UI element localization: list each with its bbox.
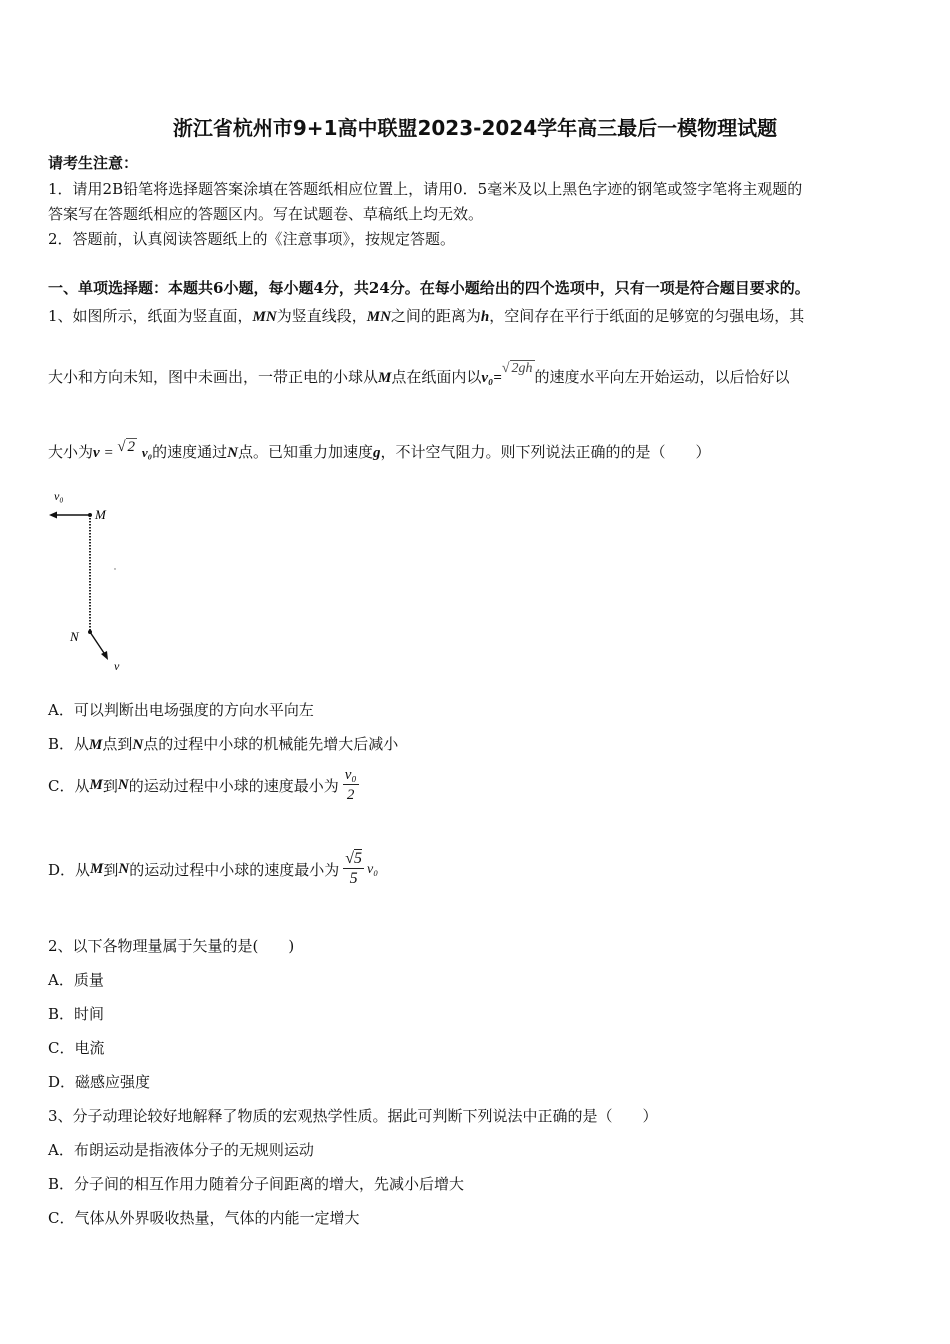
q1-option-b-text: 点到: [102, 735, 133, 753]
q3-option-a: A．布朗运动是指液体分子的无规则运动: [48, 1141, 314, 1159]
v-arrow-head: [101, 651, 108, 660]
page-title: 浙江省杭州市9+1高中联盟2023-2024学年高三最后一模物理试题: [172, 116, 778, 140]
q1-option-d-text: 的运动过程中小球的速度最小为: [129, 861, 340, 879]
q1-option-b-text: 点的过程中小球的机械能先增大后减小: [143, 735, 399, 753]
sqrt-radicand: 5: [354, 850, 363, 867]
q1-figure: [44, 486, 144, 676]
q2-option-c: C．电流: [48, 1039, 105, 1057]
q1-v0-2: v₀: [141, 445, 153, 460]
figure-label-m: M: [95, 507, 106, 522]
q1-sqrt-2gh-radicand: 2gh: [511, 361, 533, 376]
q1-var-m: M: [89, 777, 103, 793]
notice-line-1b: 答案写在答题纸相应的答题区内。写在试题卷、草稿纸上均无效。: [48, 205, 484, 223]
q1-var-m: M: [89, 737, 103, 753]
q1-text: 为竖直线段，: [276, 307, 367, 325]
figure-label-v0: v₀: [54, 489, 64, 503]
q1-text: 之间的距离为: [390, 307, 481, 325]
q1-text: 的速度通过: [152, 443, 228, 461]
q1-sqrt-2: √ 2: [117, 439, 136, 455]
q2-option-d: D．磁感应强度: [48, 1073, 151, 1091]
notice-line-1a: 1．请用2B铅笔将选择题答案涂填在答题纸相应位置上，请用0．5毫米及以上黑色字迹的钢笔或签字笔将主观题的: [48, 180, 803, 198]
q3-stem: 3、分子动理论较好地解释了物质的宏观热学性质。据此可判断下列说法中正确的是（ ）: [48, 1107, 658, 1125]
q2-option-a: A．质量: [48, 971, 104, 989]
q1-text: ，空间存在平行于纸面的足够宽的匀强电场，其: [489, 307, 805, 325]
q1-var-h: h: [480, 309, 490, 325]
section-1-heading: 一、单项选择题：本题共6小题，每小题4分，共24分。在每小题给出的四个选项中，只有一项是符合题目要求的。: [48, 279, 810, 297]
q2-stem: 2、以下各物理量属于矢量的是( ): [48, 937, 295, 955]
v-arrow-line: [90, 632, 106, 656]
q1-text: 点。已知重力加速度: [238, 443, 374, 461]
q1-line-1: [48, 305, 804, 326]
q1-v0: v₀=: [481, 370, 502, 386]
q1-option-a: A．可以判断出电场强度的方向水平向左: [48, 701, 314, 719]
q3-option-b: B．分子间的相互作用力随着分子间距离的增大，先减小后增大: [48, 1175, 465, 1193]
fraction-numerator: v₀: [344, 767, 357, 783]
fraction-denominator: 5: [349, 870, 358, 887]
q1-var-v: v: [93, 445, 100, 461]
q1-line-3: [48, 441, 711, 462]
q1-text: 点在纸面内以: [391, 368, 482, 386]
q3-option-c: C．气体从外界吸收热量，气体的内能一定增大: [48, 1209, 360, 1227]
figure-label-n: N: [70, 629, 79, 644]
q1-option-c-text: C．从: [48, 777, 90, 795]
q1-var-g: g: [373, 445, 381, 461]
q1-eq: =: [99, 445, 118, 461]
fraction-denominator: 2: [346, 787, 355, 803]
q1-text: 大小和方向未知，图中未画出，一带正电的小球从: [48, 368, 379, 386]
q1-var-m: M: [378, 370, 392, 386]
q1-option-c-text: 到: [102, 777, 118, 795]
stray-dot: [114, 568, 115, 569]
q1-var-n: N: [132, 737, 144, 753]
q1-var-n: N: [118, 861, 130, 877]
q1-option-c: [48, 766, 359, 805]
q1-option-c-fraction: [343, 766, 359, 805]
v0-arrow-head: [49, 512, 57, 519]
q1-line-2: [48, 361, 790, 387]
q1-text: 1、如图所示，纸面为竖直面，: [48, 307, 253, 325]
q1-option-d-v0: v₀: [367, 861, 379, 877]
notice-heading: 请考生注意：: [48, 154, 139, 172]
q1-var-n: N: [117, 777, 129, 793]
q1-text: ，不计空气阻力。则下列说法正确的的是（ ）: [380, 443, 711, 461]
q1-option-d-text: 到: [103, 861, 119, 879]
fraction-numerator: √5: [345, 850, 363, 867]
q1-option-b: [48, 733, 398, 754]
q2-option-b: B．时间: [48, 1005, 105, 1023]
q1-option-b-text: B．从: [48, 735, 90, 753]
q1-sqrt-2gh: √ 2gh: [501, 361, 533, 376]
q1-var-mn: MN: [252, 309, 277, 325]
q1-option-d: [48, 850, 378, 889]
q1-option-c-text: 的运动过程中小球的速度最小为: [128, 777, 339, 795]
q1-text: 的速度水平向左开始运动，以后恰好以: [534, 368, 790, 386]
notice-line-2: 2．答题前，认真阅读答题纸上的《注意事项》，按规定答题。: [48, 230, 456, 248]
q1-option-d-text: D．从: [48, 861, 91, 879]
q1-var-m: M: [90, 861, 104, 877]
figure-label-v: v: [114, 659, 120, 673]
q1-text: 大小为: [48, 443, 94, 461]
q1-var-mn: MN: [366, 309, 391, 325]
q1-option-d-fraction: [343, 850, 364, 889]
q1-sqrt-2-radicand: 2: [127, 439, 136, 455]
q1-var-n: N: [227, 445, 238, 461]
